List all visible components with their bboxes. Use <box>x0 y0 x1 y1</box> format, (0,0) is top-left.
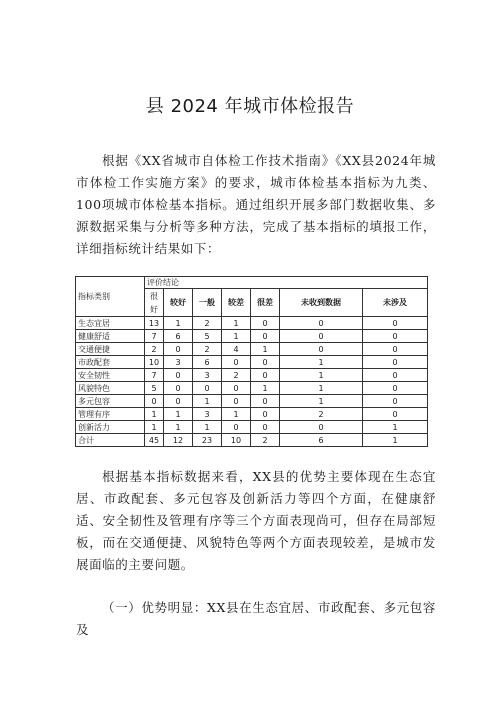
value-cell: 5 <box>193 330 222 343</box>
header-col-very-poor: 很差 <box>251 289 280 317</box>
row-category-cell: 管理有序 <box>76 408 145 421</box>
value-cell: 2 <box>193 317 222 330</box>
value-cell: 0 <box>363 330 428 343</box>
table-row <box>76 421 428 434</box>
value-cell: 2 <box>193 343 222 356</box>
value-cell: 0 <box>193 382 222 395</box>
value-cell: 12 <box>164 434 193 447</box>
header-col-poor: 较差 <box>222 289 251 317</box>
header-col-average: 一般 <box>193 289 222 317</box>
table-row <box>76 408 428 421</box>
value-cell: 1 <box>164 421 193 434</box>
value-cell: 0 <box>164 395 193 408</box>
value-cell: 0 <box>251 395 280 408</box>
value-cell: 45 <box>145 434 164 447</box>
intro-paragraph: 根据《XX省城市自体检工作技术指南》《XX县2024年城市体检工作实施方案》的要求，城市体检基本指标为九类、100项城市体检基本指标。通过组织开展多部门数据收集、多源数据采集与分析等多种方法，完成了基本指标的填报工作，详细指标统计结果如下： <box>76 153 436 256</box>
value-cell: 2 <box>280 408 363 421</box>
value-cell: 1 <box>280 356 363 369</box>
row-category-cell: 安全韧性 <box>76 369 145 382</box>
header-col-not-applicable: 未涉及 <box>363 289 428 317</box>
value-cell: 0 <box>222 382 251 395</box>
value-cell: 0 <box>164 343 193 356</box>
value-cell: 0 <box>222 421 251 434</box>
value-cell: 0 <box>222 356 251 369</box>
value-cell: 1 <box>145 421 164 434</box>
value-cell: 10 <box>145 356 164 369</box>
table-row <box>76 395 428 408</box>
value-cell: 0 <box>251 330 280 343</box>
header-col-very-good: 很好 <box>145 289 164 317</box>
row-category-cell: 生态宜居 <box>76 317 145 330</box>
header-category: 指标类别 <box>76 277 145 317</box>
value-cell: 1 <box>363 421 428 434</box>
row-category-cell: 市政配套 <box>76 356 145 369</box>
value-cell: 0 <box>363 343 428 356</box>
value-cell: 1 <box>280 369 363 382</box>
value-cell: 3 <box>193 408 222 421</box>
indicator-table <box>75 276 428 447</box>
value-cell: 1 <box>280 395 363 408</box>
value-cell: 1 <box>164 317 193 330</box>
table-body <box>76 317 428 447</box>
value-cell: 0 <box>363 356 428 369</box>
value-cell: 1 <box>193 395 222 408</box>
value-cell: 0 <box>363 408 428 421</box>
row-category-cell: 健康舒适 <box>76 330 145 343</box>
value-cell: 23 <box>193 434 222 447</box>
value-cell: 1 <box>363 434 428 447</box>
header-evaluation: 评价结论 <box>145 277 428 289</box>
value-cell: 3 <box>164 356 193 369</box>
value-cell: 0 <box>251 317 280 330</box>
analysis-paragraph: 根据基本指标数据来看，XX县的优势主要体现在生态宜居、市政配套、多元包容及创新活力等四个方面，在健康舒适、安全韧性及管理有序等三个方面表现尚可，但存在局部短板，而在交通便捷、风貌特色等两个方面表现较差，是城市发展面临的主要问题。 <box>76 469 436 572</box>
value-cell: 0 <box>145 395 164 408</box>
table-header-row <box>76 277 428 289</box>
header-col-no-data: 未收到数据 <box>280 289 363 317</box>
value-cell: 0 <box>251 369 280 382</box>
value-cell: 0 <box>363 382 428 395</box>
value-cell: 1 <box>251 343 280 356</box>
value-cell: 6 <box>193 356 222 369</box>
row-category-cell: 创新活力 <box>76 421 145 434</box>
value-cell: 0 <box>363 395 428 408</box>
table-row <box>76 317 428 330</box>
value-cell: 6 <box>164 330 193 343</box>
value-cell: 2 <box>145 343 164 356</box>
value-cell: 0 <box>164 382 193 395</box>
table-row <box>76 382 428 395</box>
value-cell: 1 <box>164 408 193 421</box>
value-cell: 1 <box>222 408 251 421</box>
table-row <box>76 356 428 369</box>
value-cell: 1 <box>251 382 280 395</box>
document-title: 县 2024 年城市体检报告 <box>145 96 355 117</box>
value-cell: 5 <box>145 382 164 395</box>
value-cell: 0 <box>164 369 193 382</box>
value-cell: 0 <box>251 408 280 421</box>
row-category-cell: 交通便捷 <box>76 343 145 356</box>
header-col-good: 较好 <box>164 289 193 317</box>
value-cell: 0 <box>251 421 280 434</box>
table-row <box>76 343 428 356</box>
value-cell: 1 <box>280 382 363 395</box>
value-cell: 10 <box>222 434 251 447</box>
row-category-cell: 合计 <box>76 434 145 447</box>
row-category-cell: 风貌特色 <box>76 382 145 395</box>
value-cell: 1 <box>193 421 222 434</box>
value-cell: 7 <box>145 330 164 343</box>
value-cell: 2 <box>251 434 280 447</box>
value-cell: 1 <box>222 317 251 330</box>
value-cell: 4 <box>222 343 251 356</box>
value-cell: 0 <box>280 421 363 434</box>
value-cell: 1 <box>222 330 251 343</box>
value-cell: 0 <box>280 330 363 343</box>
table-row <box>76 330 428 343</box>
table-row <box>76 369 428 382</box>
table-row <box>76 434 428 447</box>
value-cell: 0 <box>280 317 363 330</box>
row-category-cell: 多元包容 <box>76 395 145 408</box>
value-cell: 0 <box>222 395 251 408</box>
value-cell: 7 <box>145 369 164 382</box>
value-cell: 2 <box>222 369 251 382</box>
value-cell: 0 <box>363 317 428 330</box>
value-cell: 0 <box>363 369 428 382</box>
value-cell: 13 <box>145 317 164 330</box>
advantage-paragraph: （一）优势明显：XX县在生态宜居、市政配套、多元包容及 <box>76 600 436 637</box>
value-cell: 3 <box>193 369 222 382</box>
value-cell: 0 <box>280 343 363 356</box>
value-cell: 6 <box>280 434 363 447</box>
value-cell: 0 <box>251 356 280 369</box>
value-cell: 1 <box>145 408 164 421</box>
